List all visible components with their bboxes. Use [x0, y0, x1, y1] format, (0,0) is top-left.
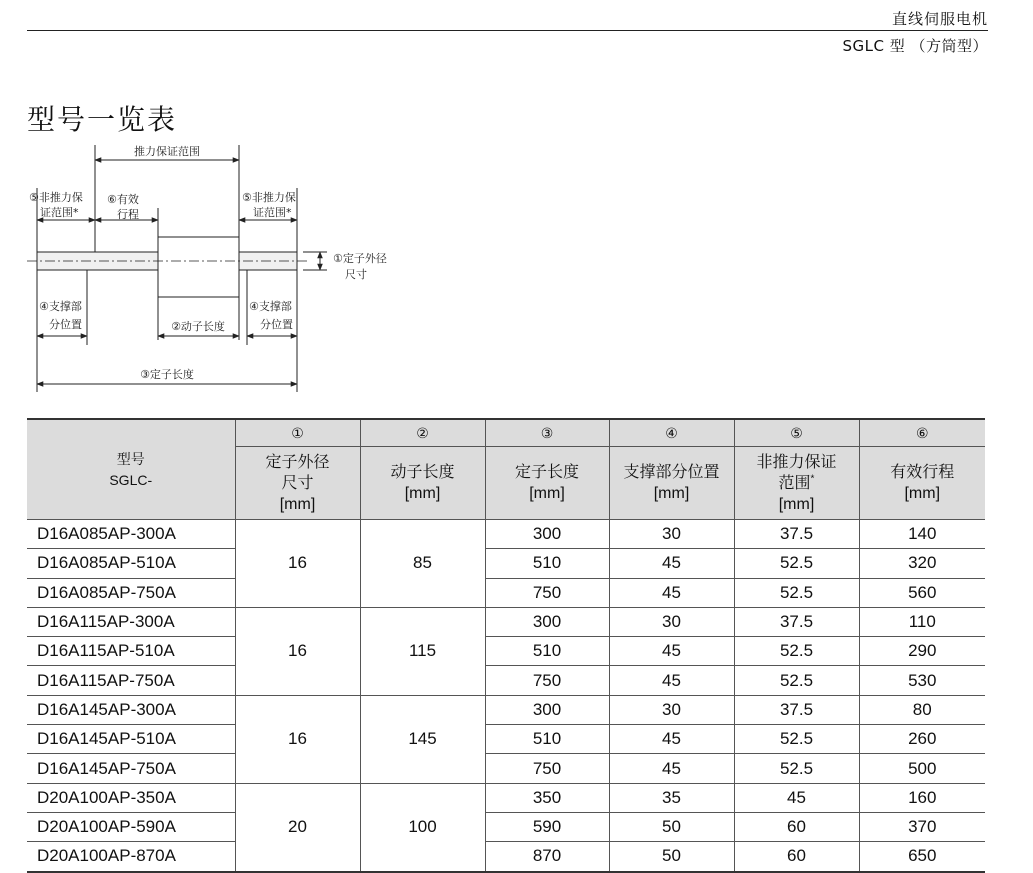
support-position-cell: 30: [609, 607, 734, 636]
col-header-non-thrust-range: 非推力保证 范围* [mm]: [734, 447, 859, 520]
stator-length-cell: 750: [485, 666, 609, 695]
non-thrust-range-cell: 37.5: [734, 520, 859, 549]
table-row: [27, 783, 985, 812]
table-row: [27, 754, 985, 783]
stator-length-cell: 510: [485, 725, 609, 754]
table-row: [27, 549, 985, 578]
col-header-stator-length: 定子长度 [mm]: [485, 447, 609, 520]
label-non-thrust-left-2: 证范围*: [40, 206, 79, 219]
non-thrust-range-cell: 60: [734, 842, 859, 872]
stator-length-cell: 870: [485, 842, 609, 872]
stator-length-cell: 510: [485, 637, 609, 666]
effective-stroke-cell: 140: [859, 520, 985, 549]
effective-stroke-cell: 290: [859, 637, 985, 666]
model-cell: D16A085AP-750A: [27, 578, 235, 607]
header-number-row: [27, 419, 985, 447]
table-row: [27, 578, 985, 607]
effective-stroke-cell: 500: [859, 754, 985, 783]
effective-stroke-cell: 260: [859, 725, 985, 754]
mover-length-cell: 145: [360, 695, 485, 783]
col-num-5: ⑤: [734, 419, 859, 447]
support-position-cell: 45: [609, 549, 734, 578]
model-cell: D16A085AP-510A: [27, 549, 235, 578]
non-thrust-range-cell: 37.5: [734, 695, 859, 724]
support-position-cell: 30: [609, 695, 734, 724]
non-thrust-range-cell: 52.5: [734, 578, 859, 607]
od-cell: 16: [235, 607, 360, 695]
effective-stroke-cell: 560: [859, 578, 985, 607]
non-thrust-range-cell: 52.5: [734, 725, 859, 754]
label-stator-length: ③定子长度: [140, 368, 194, 381]
model-cell: D20A100AP-350A: [27, 783, 235, 812]
model-header: 型号 SGLC-: [27, 419, 235, 520]
support-position-cell: 50: [609, 812, 734, 841]
label-support-left-1: ④支撑部: [39, 300, 82, 313]
effective-stroke-cell: 530: [859, 666, 985, 695]
non-thrust-range-cell: 52.5: [734, 754, 859, 783]
col-header-od: 定子外径 尺寸 [mm]: [235, 447, 360, 520]
label-od-1: ①定子外径: [333, 252, 387, 265]
col-num-4: ④: [609, 419, 734, 447]
non-thrust-range-cell: 52.5: [734, 637, 859, 666]
label-od-2: 尺寸: [345, 268, 367, 281]
label-thrust-range: 推力保证范围: [134, 145, 200, 158]
label-support-right-2: 分位置: [260, 318, 293, 331]
mover-length-cell: 85: [360, 520, 485, 608]
effective-stroke-cell: 160: [859, 783, 985, 812]
table-row: [27, 520, 985, 549]
effective-stroke-cell: 320: [859, 549, 985, 578]
effective-stroke-cell: 370: [859, 812, 985, 841]
stator-length-cell: 510: [485, 549, 609, 578]
stator-length-cell: 590: [485, 812, 609, 841]
label-mover-length: ②动子长度: [171, 320, 225, 333]
dimension-diagram: [25, 140, 405, 400]
mover-block: [158, 237, 239, 297]
col-header-mover-length: 动子长度 [mm]: [360, 447, 485, 520]
od-cell: 20: [235, 783, 360, 871]
od-cell: 16: [235, 520, 360, 608]
stator-length-cell: 300: [485, 607, 609, 636]
support-position-cell: 45: [609, 725, 734, 754]
label-non-thrust-right-1: ⑤非推力保: [242, 191, 296, 204]
model-cell: D16A145AP-750A: [27, 754, 235, 783]
effective-stroke-cell: 110: [859, 607, 985, 636]
model-cell: D20A100AP-870A: [27, 842, 235, 872]
model-list-table: [27, 418, 985, 873]
non-thrust-range-cell: 45: [734, 783, 859, 812]
effective-stroke-cell: 650: [859, 842, 985, 872]
support-position-cell: 35: [609, 783, 734, 812]
support-position-cell: 45: [609, 578, 734, 607]
col-num-3: ③: [485, 419, 609, 447]
table-row: [27, 607, 985, 636]
non-thrust-range-cell: 52.5: [734, 666, 859, 695]
label-support-right-1: ④支撑部: [249, 300, 292, 313]
table-row: [27, 842, 985, 872]
model-cell: D16A115AP-300A: [27, 607, 235, 636]
table-body: [27, 520, 985, 872]
label-stroke-2: 行程: [117, 208, 139, 221]
support-position-cell: 30: [609, 520, 734, 549]
table-row: [27, 812, 985, 841]
support-position-cell: 45: [609, 754, 734, 783]
col-header-support-position: 支撑部分位置 [mm]: [609, 447, 734, 520]
model-cell: D16A145AP-510A: [27, 725, 235, 754]
table-row: [27, 695, 985, 724]
label-non-thrust-right-2: 证范围*: [253, 206, 292, 219]
mover-length-cell: 115: [360, 607, 485, 695]
model-cell: D16A115AP-750A: [27, 666, 235, 695]
model-cell: D20A100AP-590A: [27, 812, 235, 841]
stator-length-cell: 750: [485, 578, 609, 607]
non-thrust-range-cell: 52.5: [734, 549, 859, 578]
header-title: 直线伺服电机: [891, 10, 988, 28]
support-position-cell: 45: [609, 666, 734, 695]
od-cell: 16: [235, 695, 360, 783]
table-row: [27, 725, 985, 754]
support-position-cell: 50: [609, 842, 734, 872]
non-thrust-range-cell: 60: [734, 812, 859, 841]
effective-stroke-cell: 80: [859, 695, 985, 724]
stator-length-cell: 350: [485, 783, 609, 812]
label-stroke-1: ⑥有效: [107, 193, 139, 206]
header-subtitle: SGLC 型 （方筒型）: [842, 37, 988, 55]
mover-length-cell: 100: [360, 783, 485, 871]
model-cell: D16A085AP-300A: [27, 520, 235, 549]
header-divider: [27, 30, 988, 31]
col-num-1: ①: [235, 419, 360, 447]
support-position-cell: 45: [609, 637, 734, 666]
page-title: 型号一览表: [27, 103, 178, 136]
model-cell: D16A115AP-510A: [27, 637, 235, 666]
stator-length-cell: 300: [485, 520, 609, 549]
stator-length-cell: 300: [485, 695, 609, 724]
non-thrust-range-cell: 37.5: [734, 607, 859, 636]
table-row: [27, 637, 985, 666]
label-non-thrust-left-1: ⑤非推力保: [29, 191, 83, 204]
model-cell: D16A145AP-300A: [27, 695, 235, 724]
table-row: [27, 666, 985, 695]
col-header-effective-stroke: 有效行程 [mm]: [859, 447, 985, 520]
col-num-2: ②: [360, 419, 485, 447]
stator-length-cell: 750: [485, 754, 609, 783]
col-num-6: ⑥: [859, 419, 985, 447]
label-support-left-2: 分位置: [49, 318, 82, 331]
